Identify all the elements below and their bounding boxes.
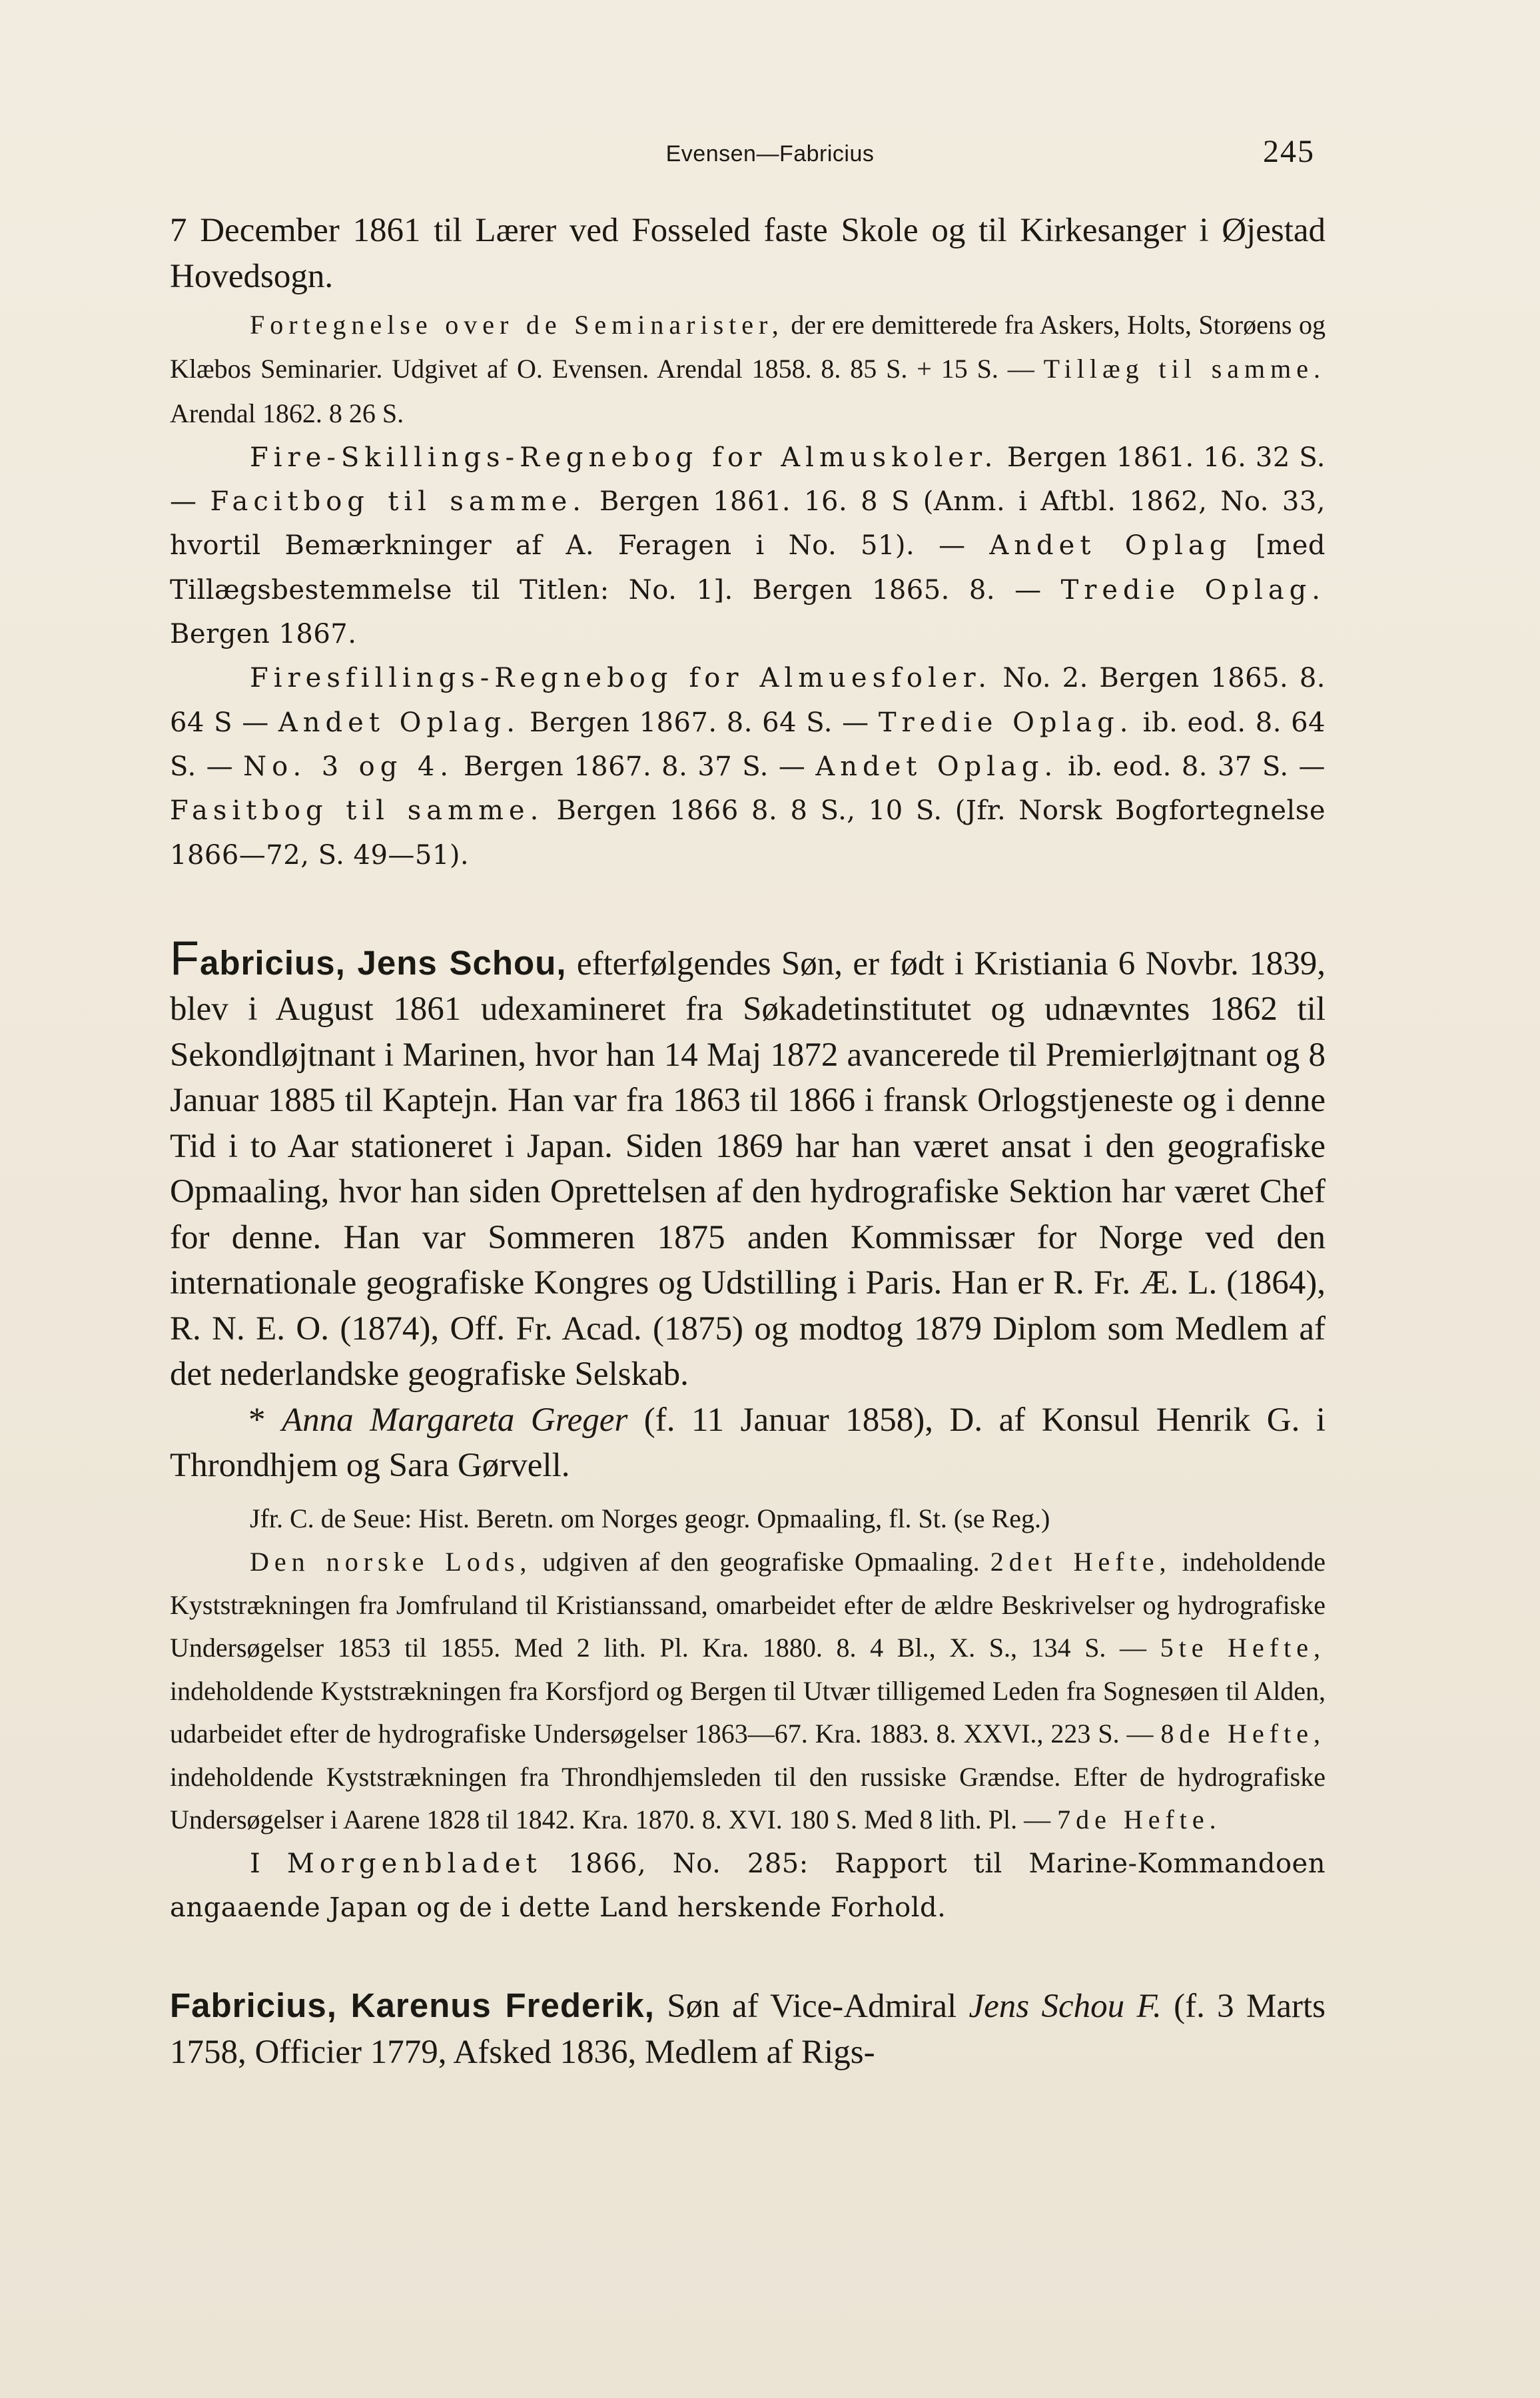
evensen-text: 7 December 1861 til Lærer ved Fosseled faste Skole og til Kirkesanger i Øjestad Hovedsogn.	[170, 212, 1326, 295]
spaced-title: 5te Hefte,	[1160, 1633, 1326, 1663]
bibliography-seminarister	[170, 303, 1326, 436]
entry-name-rest: abricius, Jens Schou,	[199, 943, 567, 982]
entry-initial: F	[170, 931, 200, 985]
spouse-name: Anna Margareta Greger	[282, 1401, 628, 1439]
page-number: 245	[1263, 134, 1315, 169]
bib-text: der ere demitterede fra Askers, Holts, Storøens og Klæbos Seminarier. Udgivet af O. Evensen. Arendal 1858. 8. 85 S. + 15 S. —	[170, 310, 1326, 384]
bib-text: udgiven af den geografiske Opmaaling.	[532, 1547, 990, 1577]
bib-text: Bergen 1867. 8. 64 S. —	[520, 707, 879, 738]
fabricius-jens-entry	[170, 931, 1326, 1398]
entry-bio: efterfølgendes Søn, er født i Kristiania 6 Novbr. 1839, blev i August 1861 udexamineret fra Søkadetinstitutet og udnævntes 1862 til Sekondløjtnant i Marinen, hvor han 14 Maj 1872 avancerede til Premierløjtnant og 8 Januar 1885 til Kaptejn. Han var fra 1863 til 1866 i fransk Orlogstjeneste og i denne Tid i to Aar stationeret i Japan. Siden 1869 har han været ansat i den geografiske Opmaaling, hvor han siden Oprettelsen af den hydrografiske Sektion har været Chef for denne. Han var Sommeren 1875 anden Kommissær for Norge ved den internationale geografiske Kongres og Udstilling i Paris. Han er R. Fr. Æ. L. (1864), R. N. E. O. (1874), Off. Fr. Acad. (1875) og modtog 1879 Diplom som Medlem af det nederlandske geografiske Selskab.	[170, 945, 1326, 1394]
reference-text: Jfr. C. de Seue: Hist. Beretn. om Norges geogr. Opmaaling, fl. St. (se Reg.)	[250, 1503, 1050, 1533]
entry-heading: Fabricius, Karenus Frederik,	[170, 1986, 655, 2025]
spaced-title: Fire-Skillings-Regnebog for Almuskoler.	[250, 442, 998, 473]
spaced-title: Morgenbladet	[286, 1848, 542, 1879]
bib-text: [med Tillægsbestemmelse til Titlen: No. 1]. Bergen 1865. 8. —	[170, 530, 1326, 605]
bib-text: Bergen 1861. 16. 32 S. —	[170, 442, 1326, 518]
bib-text: Bergen 1866 8. 8 S., 10 S. (Jfr. Norsk Bogfortegnelse 1866—72, S. 49—51).	[170, 795, 1326, 871]
spaced-title: Fortegnelse over de Seminarister,	[250, 310, 784, 340]
reference-line	[170, 1497, 1326, 1541]
bib-text: Arendal 1862. 8 26 S.	[170, 398, 404, 428]
spaced-title: Firesfillings-Regnebog for Almuesfoler.	[250, 663, 992, 694]
bib-text: Bergen 1861. 16. 8 S (Anm. i Aftbl. 1862, No. 33, hvortil Bemærkninger af A. Feragen i No. 51). —	[170, 486, 1326, 562]
spaced-title: Fasitbog til samme.	[170, 795, 544, 827]
spaced-title: Andet Oplag	[989, 530, 1232, 562]
spouse-star: *	[248, 1401, 282, 1439]
father-name: Jens Schou F.	[968, 1988, 1162, 2026]
bib-text: Bergen 1867. 8. 37 S. —	[454, 751, 816, 782]
bib-text: Bergen 1867.	[170, 619, 357, 650]
spaced-title: Tillæg til samme.	[1043, 354, 1326, 384]
bib-text: ib. eod. 8. 64 S. —	[170, 707, 1326, 782]
bib-text: indeholdende Kyststrækningen fra Korsfjord og Bergen til Utvær tilligemed Leden fra Sognesøen til Alden, udarbeidet efter de hydrografiske Undersøgelser 1863—67. Kra. 1883. 8. XXVI., 223 S. —	[170, 1675, 1326, 1749]
spaced-title: Andet Oplag.	[815, 751, 1058, 782]
spouse-text: (f. 11 Januar 1858), D. af Konsul Henrik G. i Throndhjem og Sara Gørvell.	[170, 1401, 1326, 1485]
spaced-title: Den norske Lods,	[250, 1547, 532, 1577]
bibliography-morgenbladet	[170, 1842, 1326, 1930]
page-content	[170, 208, 1326, 2075]
bib-text: No. 2. Bergen 1865. 8. 64 S —	[170, 663, 1326, 738]
bib-text: 1866, No. 285: Rapport til Marine-Kommandoen angaaende Japan og de i dette Land herskende Forhold.	[170, 1848, 1326, 1923]
spaced-title: Tredie Oplag.	[878, 707, 1134, 738]
evensen-paragraph	[170, 208, 1326, 299]
spaced-title: 8de Hefte,	[1160, 1719, 1326, 1749]
spaced-title: Andet Oplag.	[278, 707, 520, 738]
bibliography-lods	[170, 1541, 1326, 1842]
fabricius-karenus-entry	[170, 1983, 1326, 2075]
bib-text: indeholdende Kyststrækningen fra Throndhjemsleden til den russiske Grændse. Efter de hydrografiske Undersøgelser i Aarene 1828 til 1842. Kra. 1870. 8. XVI. 180 S. Med 8 lith. Pl. —	[170, 1761, 1326, 1835]
entry-text: Søn af Vice-Admiral	[654, 1988, 969, 2026]
running-header: Evensen—Fabricius	[665, 141, 875, 167]
bib-text: I	[250, 1848, 287, 1879]
bib-text: indeholdende Kyststrækningen fra Jomfruland til Kristianssand, omarbeidet efter de ældre Beskrivelser og hydrografiske Undersøgelser 1853 til 1855. Med 2 lith. Pl. Kra. 1880. 8. 4 Bl., X. S., 134 S. —	[170, 1547, 1326, 1663]
spaced-title: Facitbog til samme.	[210, 486, 587, 518]
spaced-title: Tredie Oplag.	[1060, 574, 1326, 605]
entry-text: (f. 3 Marts 1758, Officier 1779, Afsked 1836, Medlem af Rigs-	[170, 1988, 1326, 2071]
spouse-line	[170, 1398, 1326, 1489]
spaced-title: No. 3 og 4.	[243, 751, 454, 782]
spaced-title: 7de Hefte.	[1057, 1804, 1222, 1835]
bib-text: ib. eod. 8. 37 S. —	[1058, 751, 1326, 782]
bibliography-regnebog-1	[170, 436, 1326, 656]
spaced-title: 2det Hefte,	[990, 1547, 1172, 1577]
bibliography-regnebog-2	[170, 656, 1326, 877]
entry-heading	[170, 931, 567, 985]
